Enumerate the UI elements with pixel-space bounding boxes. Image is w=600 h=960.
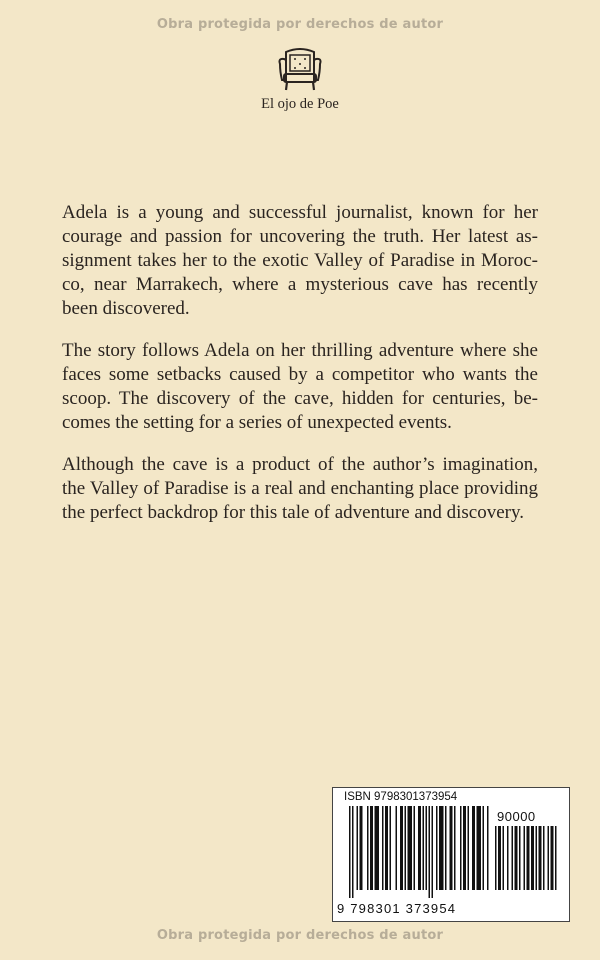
copyright-watermark-bottom: Obra protegida por derechos de autor xyxy=(156,928,444,943)
isbn-digits: 9 798301 373954 xyxy=(337,901,457,916)
blurb-paragraph: Although the cave is a product of the author’s imagination, the Valley of Paradise is a real and enchanting place providing the perfect backdrop for this tale of adventure and discovery. xyxy=(62,454,538,523)
blurb-paragraph: Adela is a young and successful journalist, known for her courage and passion for uncovering the truth. Her latest assignment takes her to the exotic Valley of Paradise in Morocco, near Marrakech, where a mysterious cave has recently been discovered. xyxy=(62,202,538,319)
armchair-icon xyxy=(268,44,332,100)
isbn-label: ISBN 9798301373954 xyxy=(344,791,458,803)
price-code: 90000 xyxy=(497,809,536,824)
blurb-paragraph: The story follows Adela on her thrilling adventure where she faces some setbacks caused by a competitor who wants the scoop. The discovery of the cave, hidden for centuries, becomes the setting for a series of unexpected events. xyxy=(62,340,538,433)
isbn-barcode xyxy=(332,787,570,922)
back-cover-blurb xyxy=(62,201,538,543)
ean-barcode-bars xyxy=(349,806,489,906)
copyright-watermark-top: Obra protegida por derechos de autor xyxy=(156,17,444,32)
addon-barcode-bars xyxy=(495,826,561,906)
publisher-name: El ojo de Poe xyxy=(261,96,339,112)
